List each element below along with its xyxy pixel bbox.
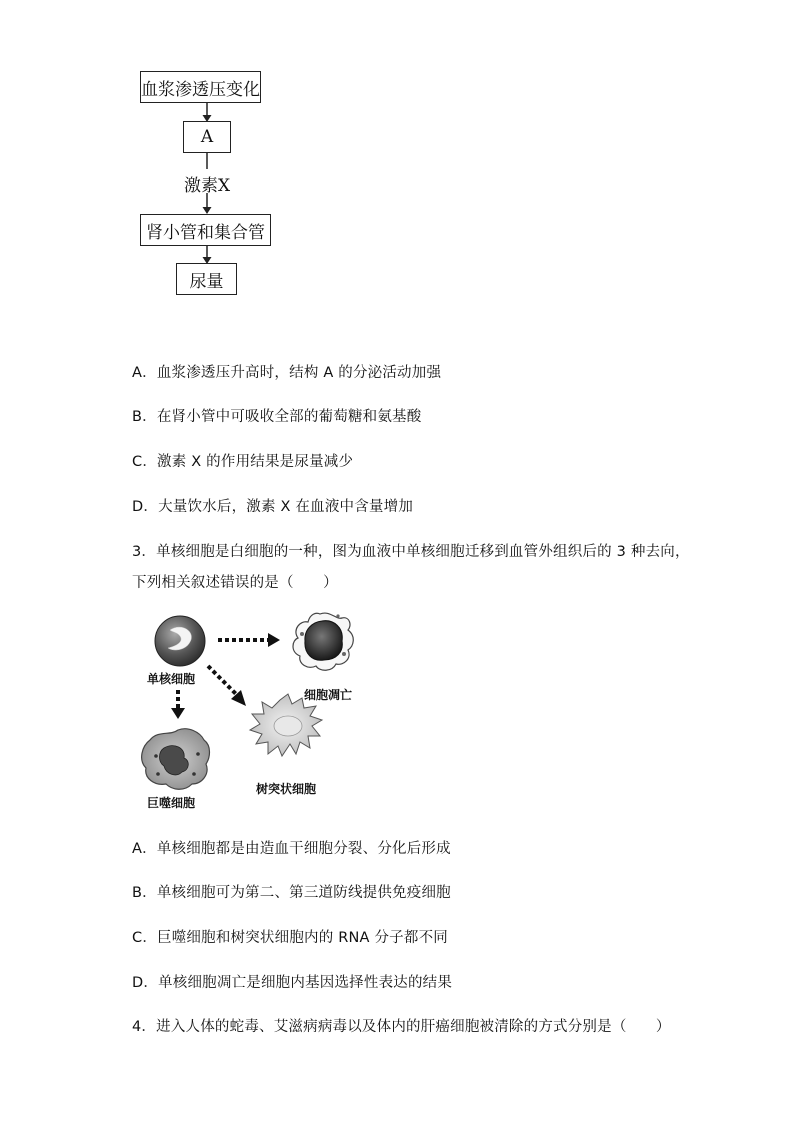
label-dendritic-cell: 树突状细胞 <box>256 782 317 796</box>
arrow-to-apoptosis <box>218 633 280 647</box>
label-macrophage: 巨噬细胞 <box>147 796 196 810</box>
arrow-to-dendritic <box>208 666 246 706</box>
flow-label-hormone-x: 激素X <box>184 176 231 196</box>
q3-option-a: A．单核细胞都是由造血干细胞分裂、分化后形成 <box>132 841 451 857</box>
flow-arrow-1 <box>200 103 214 123</box>
q3-option-d: D．单核细胞凋亡是细胞内基因选择性表达的结果 <box>132 975 453 991</box>
flow-line-2 <box>200 153 214 169</box>
q3-stem-line2: 下列相关叙述错误的是（ ） <box>132 575 338 591</box>
flow-box-urine-volume: 尿量 <box>176 263 237 295</box>
q3-stem-line1: 3．单核细胞是白细胞的一种，图为血液中单核细胞迁移到血管外组织后的 3 种去向， <box>132 544 690 560</box>
q3-option-c: C．巨噬细胞和树突状细胞内的 RNA 分子都不同 <box>132 930 448 946</box>
arrow-to-macrophage <box>171 690 185 719</box>
label-monocyte: 单核细胞 <box>147 672 196 686</box>
monocyte-fate-figure <box>130 608 380 813</box>
q2-option-b: B．在肾小管中可吸收全部的葡萄糖和氨基酸 <box>132 409 422 425</box>
monocyte-cell-icon <box>155 616 205 666</box>
macrophage-cell-icon <box>142 729 210 790</box>
flow-box-plasma-osmotic: 血浆渗透压变化 <box>140 71 261 103</box>
q2-option-d: D．大量饮水后，激素 X 在血液中含量增加 <box>132 499 414 515</box>
flow-box-a: A <box>183 121 231 153</box>
q3-option-b: B．单核细胞可为第二、第三道防线提供免疫细胞 <box>132 885 451 901</box>
flow-box-renal-tubule: 肾小管和集合管 <box>140 214 271 246</box>
q2-option-a: A．血浆渗透压升高时，结构 A 的分泌活动加强 <box>132 365 442 381</box>
dendritic-cell-icon <box>250 694 322 756</box>
q4-stem-line1: 4．进入人体的蛇毒、艾滋病病毒以及体内的肝癌细胞被清除的方式分别是（ ） <box>132 1019 671 1035</box>
q2-option-c: C．激素 X 的作用结果是尿量减少 <box>132 454 354 470</box>
apoptotic-cell-icon <box>293 613 353 670</box>
flow-arrow-3 <box>200 193 214 215</box>
label-apoptosis: 细胞凋亡 <box>304 688 353 702</box>
